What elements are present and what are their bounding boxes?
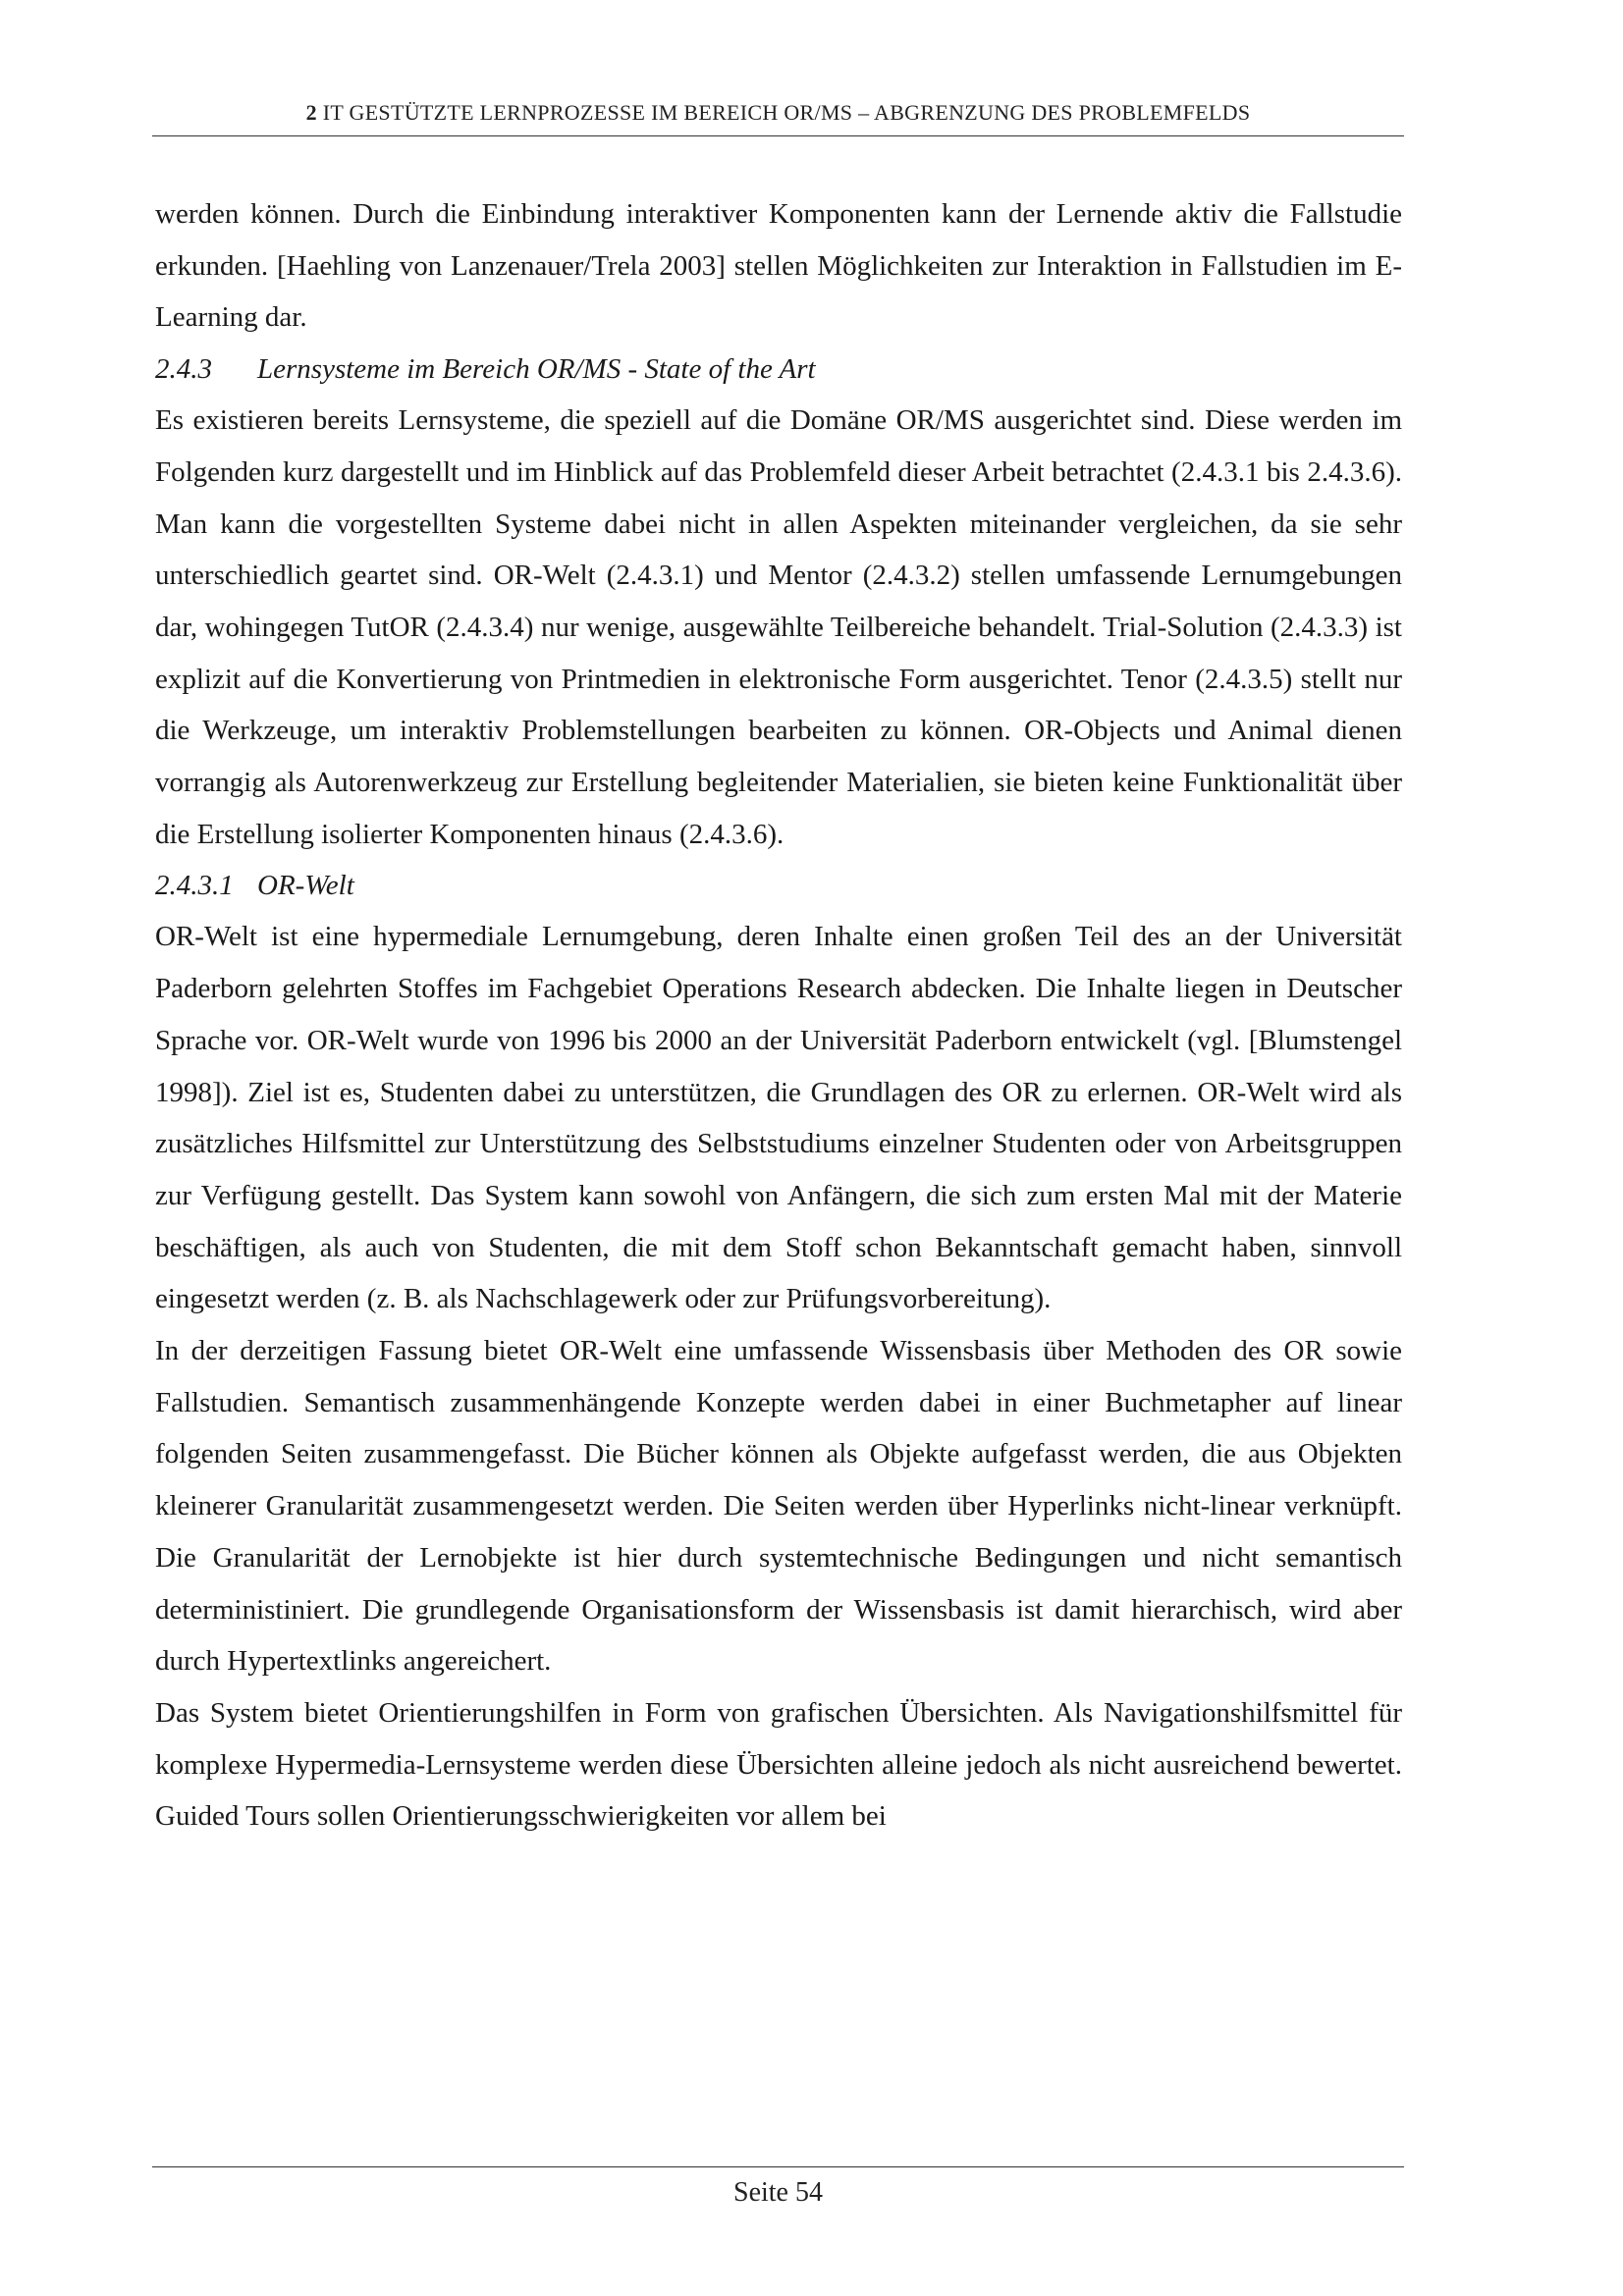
paragraph-orwelt-3: Das System bietet Orientierungshilfen in Form von grafischen Übersichten. Als Navigationshilfsmittel für komplexe Hypermedia-Lernsysteme werden diese Übersichten alleine jedoch als nicht ausreichend bewertet. Guided Tours sollen Orientierungsschwierigkeiten vor allem bei xyxy=(155,1696,1402,1833)
paragraph-orwelt-1: OR-Welt ist eine hypermediale Lernumgebung, deren Inhalte einen großen Teil des an der Universität Paderborn gelehrten Stoffes im Fachgebiet Operations Research abdecken. Die Inhalte liegen in Deutscher Sprache vor. OR-Welt wurde von 1996 bis 2000 an der Universität Paderborn entwickelt (vgl. [Blumstengel 1998]). Ziel ist es, Studenten dabei zu unterstützen, die Grundlagen des OR zu erlernen. OR-Welt wird als zusätzliches Hilfsmittel zur Unterstützung des Selbststudiums einzelner Studenten oder von Arbeitsgruppen zur Verfügung gestellt. Das System kann sowohl von Anfängern, die sich zum ersten Mal mit der Materie beschäftigen, als auch von Studenten, die mit dem Stoff schon Bekanntschaft gemacht haben, sinnvoll eingesetzt werden (z. B. als Nachschlagewerk oder zur Prüfungsvorbereitung). xyxy=(155,921,1402,1315)
running-header xyxy=(152,100,1404,126)
page-number: Seite 54 xyxy=(733,2177,823,2208)
section-heading-2-4-3 xyxy=(155,344,1402,395)
footer-rule xyxy=(152,2166,1404,2167)
paragraph-orwelt-2: In der derzeitigen Fassung bietet OR-Welt eine umfassende Wissensbasis über Methoden des OR sowie Fallstudien. Semantisch zusammenhängende Konzepte werden dabei in einer Buchmetapher auf linear folgenden Seiten zusammengefasst. Die Bücher können als Objekte aufgefasst werden, die aus Objekten kleinerer Granularität zusammengesetzt werden. Die Seiten werden über Hyperlinks nicht-linear verknüpft. Die Granularität der Lernobjekte ist hier durch systemtechnische Bedingungen und nicht semantisch deterministiniert. Die grundlegende Organisationsform der Wissensbasis ist damit hierarchisch, wird aber durch Hypertextlinks angereichert. xyxy=(155,1335,1402,1678)
section-heading-2-4-3-1 xyxy=(155,860,1402,911)
section-title: OR-Welt xyxy=(257,870,354,902)
paragraph-section-2-4-3: Es existieren bereits Lernsysteme, die speziell auf die Domäne OR/MS ausgerichtet sind. Diese werden im Folgenden kurz dargestellt und im Hinblick auf das Problemfeld dieser Arbeit betrachtet (2.4.3.1 bis 2.4.3.6). Man kann die vorgestellten Systeme dabei nicht in allen Aspekten miteinander vergleichen, da sie sehr unterschiedlich geartet sind. OR-Welt (2.4.3.1) und Mentor (2.4.3.2) stellen umfassende Lernumgebungen dar, wohingegen TutOR (2.4.3.4) nur wenige, ausgewählte Teilbereiche behandelt. Trial-Solution (2.4.3.3) ist explizit auf die Konvertierung von Printmedien in elektronische Form ausgerichtet. Tenor (2.4.3.5) stellt nur die Werkzeuge, um interaktiv Problemstellungen bearbeiten zu können. OR-Objects und Animal dienen vorrangig als Autorenwerkzeug zur Erstellung begleitender Materialien, sie bieten keine Funktionalität über die Erstellung isolierter Komponenten hinaus (2.4.3.6). xyxy=(155,404,1402,850)
section-number: 2.4.3 xyxy=(155,353,212,386)
chapter-title: IT GESTÜTZTE LERNPROZESSE IM BEREICH OR/MS – ABGRENZUNG DES PROBLEMFELDS xyxy=(322,100,1251,125)
body-text xyxy=(155,188,1402,1842)
chapter-number: 2 xyxy=(305,100,317,125)
section-number: 2.4.3.1 xyxy=(155,870,234,902)
header-rule xyxy=(152,135,1404,136)
paragraph-intro: werden können. Durch die Einbindung interaktiver Komponenten kann der Lernende aktiv die Fallstudie erkunden. [Haehling von Lanzenauer/Trela 2003] stellen Möglichkeiten zur Interaktion in Fallstudien im E-Learning dar. xyxy=(155,198,1402,334)
section-title: Lernsysteme im Bereich OR/MS - State of the Art xyxy=(257,353,816,386)
